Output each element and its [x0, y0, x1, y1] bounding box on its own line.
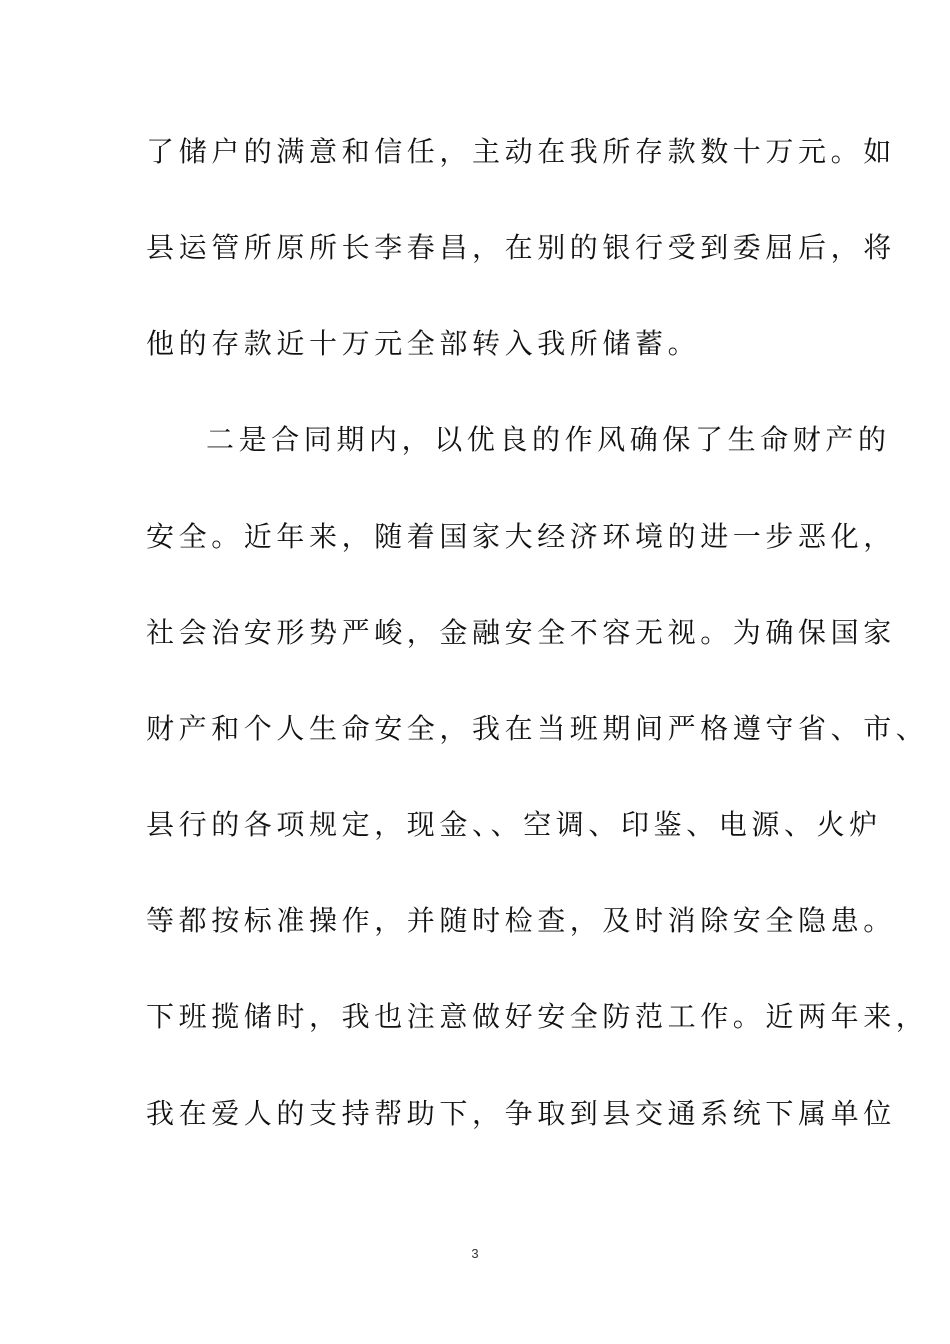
text-line-9: 等都按标准操作，并随时检查，及时消除安全隐患。: [146, 904, 896, 937]
text-line-1: 了储户的满意和信任，主动在我所存款数十万元。如: [146, 135, 896, 168]
text-line-5: 安全。近年来，随着国家大经济环境的进一步恶化，: [146, 520, 896, 553]
text-line-11: 我在爱人的支持帮助下，争取到县交通系统下属单位: [146, 1097, 896, 1130]
page-number: 3: [471, 1246, 479, 1261]
text-line-2: 县运管所原所长李春昌，在别的银行受到委屈后，将: [146, 231, 896, 264]
text-line-4-paragraph-start: 二是合同期内，以优良的作风确保了生命财产的: [206, 423, 891, 456]
text-line-7: 财产和个人生命安全，我在当班期间严格遵守省、市、: [146, 712, 929, 745]
text-line-10: 下班揽储时，我也注意做好安全防范工作。近两年来，: [146, 1000, 929, 1033]
text-line-6: 社会治安形势严峻，金融安全不容无视。为确保国家: [146, 616, 896, 649]
text-line-8: 县行的各项规定，现金、、空调、印鉴、电源、火炉: [146, 808, 882, 841]
text-line-3: 他的存款近十万元全部转入我所储蓄。: [146, 327, 701, 360]
